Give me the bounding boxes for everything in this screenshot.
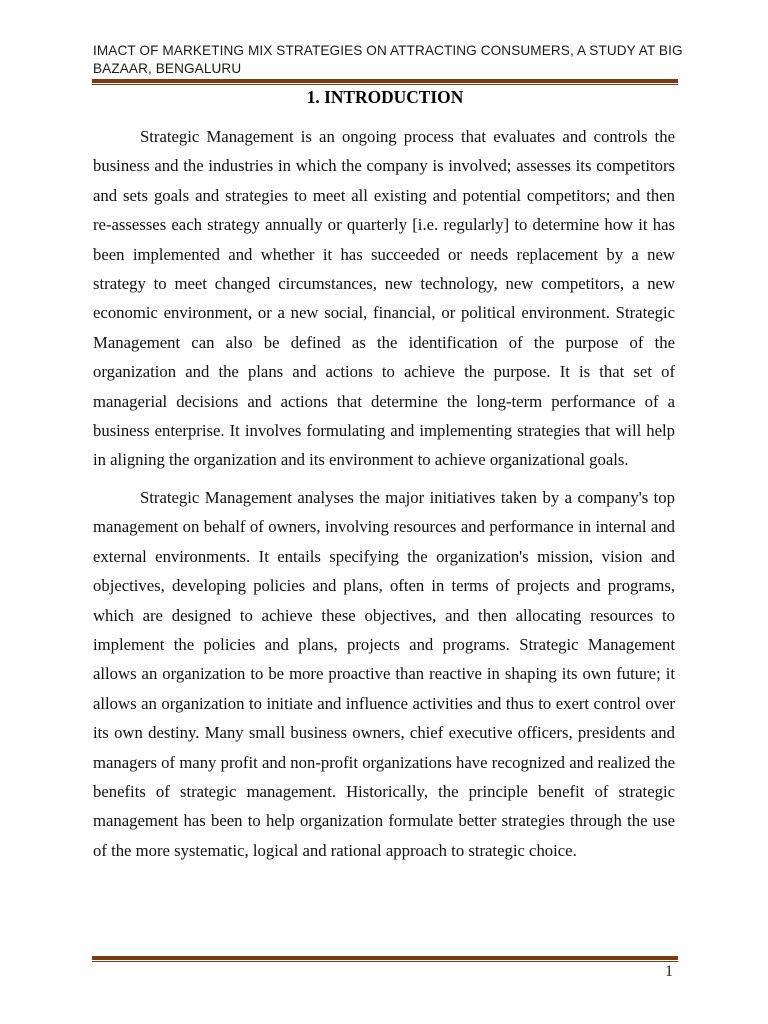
paragraph-1: Strategic Management is an ongoing process that evaluates and controls the business and the industries in which the company is involved; assesses its competitors and sets goals and strategies to meet all existing and potential competitors; and then re-assesses each strategy annually or quarterly [i.e. regularly] to determine how it has been implemented and whether it has succeeded or needs replacement by a new strategy to meet changed circumstances, new technology, new competitors, a new economic environment, or a new social, financial, or political environment. Strategic Management can also be defined as the identification of the purpose of the organization and the plans and actions to achieve the purpose. It is that set of managerial decisions and actions that determine the long-term performance of a business enterprise. It involves formulating and implementing strategies that will help in aligning the organization and its environment to achieve organizational goals. xyxy=(93,127,675,470)
body-text xyxy=(93,122,675,865)
header-rule-thin xyxy=(92,84,678,85)
header-rule-thick xyxy=(92,79,678,83)
footer-rule-thin xyxy=(92,961,678,962)
running-header-title: IMACT OF MARKETING MIX STRATEGIES ON ATTRACTING CONSUMERS, A STUDY AT BIG BAZAAR, BENGALURU xyxy=(93,43,683,76)
footer-rule xyxy=(92,956,678,962)
page-number: 1 xyxy=(665,963,673,980)
section-heading: 1. INTRODUCTION xyxy=(306,87,464,107)
footer-rule-thick xyxy=(92,956,678,960)
header-rule xyxy=(92,79,678,85)
paragraph-2: Strategic Management analyses the major initiatives taken by a company's top management on behalf of owners, involving resources and performance in internal and external environments. It entails specifying the organization's mission, vision and objectives, developing policies and plans, often in terms of projects and programs, which are designed to achieve these objectives, and then allocating resources to implement the policies and plans, projects and programs. Strategic Management allows an organization to be more proactive than reactive in shaping its own future; it allows an organization to initiate and influence activities and thus to exert control over its own destiny. Many small business owners, chief executive officers, presidents and managers of many profit and non-profit organizations have recognized and realized the benefits of strategic management. Historically, the principle benefit of strategic management has been to help organization formulate better strategies through the use of the more systematic, logical and rational approach to strategic choice. xyxy=(93,487,675,860)
